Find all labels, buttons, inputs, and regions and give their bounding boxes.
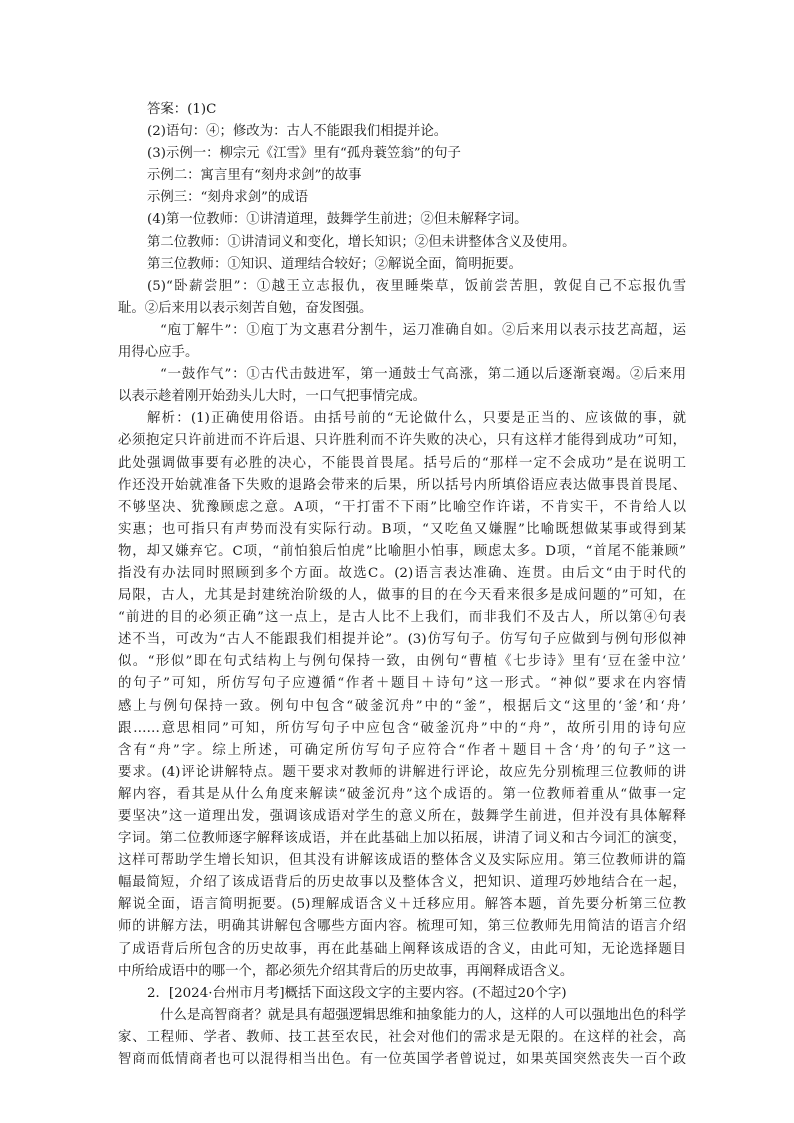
text-line: 示例二：寓言里有“刻舟求剑”的故事 [147, 168, 362, 184]
text-line: 跟……意思相同”可知，所仿写句子中应包含“破釜沉舟”中的“舟”，故所引用的诗句应 [118, 720, 686, 736]
text-line: 智商而低情商者也可以混得相当出色。有一位英国学者曾说过，如果英国突然丧失一百个政 [118, 1052, 686, 1068]
text-line: 解析：(1)正确使用俗语。由括号前的“无论做什么，只要是正当的、应该做的事，就 [147, 411, 686, 427]
text-line: (3)示例一：柳宗元《江雪》里有“孤舟蓑笠翁”的句子 [147, 146, 461, 162]
answer-text-body [118, 99, 686, 1071]
text-line: 了成语背后所包含的历史故事，再在此基础上阐释该成语的含义，由此可知，无论选择题目 [118, 941, 686, 957]
text-line: 此处强调做事要有必胜的决心，不能畏首畏尾。括号后的“那样一定不会成功”是在说明工 [118, 455, 686, 471]
text-line: 字词。第二位教师逐字解释该成语，并在此基础上加以拓展，讲清了词义和古今词汇的演变， [118, 831, 686, 847]
text-line: (5)“卧薪尝胆”：①越王立志报仇，夜里睡柴草，饭前尝苦胆，敦促自己不忘报仇雪 [147, 278, 686, 294]
text-line: 家、工程师、学者、教师、技工甚至农民，社会对他们的需求是无限的。在这样的社会，高 [118, 1029, 686, 1045]
text-line: 要坚决”这一道理出发，强调该成语对学生的意义所在，鼓舞学生前进，但并没有具体解释 [118, 809, 686, 824]
text-line: 不够坚决、犹豫顾虑之意。A项，“干打雷不下雨”比喻空作许诺，不肯实干，不肯给人以 [118, 499, 686, 515]
text-line: 作还没开始就准备下失败的退路会带来的后果，所以括号内所填俗语应表达做事畏首畏尾、 [118, 477, 686, 493]
text-line: 示例三：“刻舟求剑”的成语 [147, 190, 308, 206]
text-line: 以表示趁着刚开始劲头儿大时，一口气把事情完成。 [118, 389, 426, 405]
text-line: 师的讲解方法，明确其讲解包含哪些方面内容。梳理可知，第三位教师先用简洁的语言介绍 [118, 919, 686, 935]
text-line: 幅最简短，介绍了该成语背后的历史故事以及整体含义，把知识、道理巧妙地结合在一起， [118, 875, 686, 891]
text-line: 2．[2024·台州市月考]概括下面这段文字的主要内容。(不超过20个字) [147, 985, 567, 1001]
text-line: 局限，古人，尤其是封建统治阶级的人，做事的目的在今天看来很多是成问题的”可知，在 [118, 588, 686, 604]
text-line: 的句子”可知，所仿写句子应遵循“作者＋题目＋诗句”这一形式。“神似”要求在内容情 [118, 676, 686, 692]
text-line: 指没有办法同时照顾到多个方面。故选C。(2)语言表达准确、连贯。由后文“由于时代的 [118, 565, 686, 581]
text-line: (4)第一位教师：①讲清道理，鼓舞学生前进；②但未解释字词。 [147, 212, 528, 228]
text-line: “庖丁解牛”：①庖丁为文惠君分割牛，运刀准确自如。②后来用以表示技艺高超，运 [160, 322, 686, 338]
text-line: 什么是高智商者？就是具有超强逻辑思维和抽象能力的人，这样的人可以强地出色的科学 [160, 1007, 686, 1023]
text-line: 似。“形似”即在句式结构上与例句保持一致，由例句“曹植《七步诗》里有‘豆在釜中泣’ [118, 654, 686, 670]
text-line: 这样可帮助学生增长知识，但其没有讲解该成语的整体含义及实际应用。第三位教师讲的篇 [118, 853, 686, 869]
text-line: 实惠；也可指只有声势而没有实际行动。B项，“又吃鱼又嫌腥”比喻既想做某事或得到某 [118, 521, 686, 537]
text-line: “一鼓作气”：①古代击鼓进军，第一通鼓士气高涨，第二通以后逐渐衰竭。②后来用 [160, 367, 686, 383]
text-line: 第三位教师：①知识、道理结合较好；②解说全面，简明扼要。 [147, 256, 522, 272]
text-line: 解内容，看其是从什么角度来解读“破釜沉舟”这个成语的。第一位教师着重从“做事一定 [118, 786, 686, 802]
text-line: 解说全面，语言简明扼要。(5)理解成语含义＋迁移应用。解答本题，首先要分析第三位教 [118, 897, 686, 913]
text-line: 物，却又嫌弃它。C项，“前怕狼后怕虎”比喻胆小怕事，顾虑太多。D项，“首尾不能兼顾” [118, 543, 686, 559]
text-line: 述不当，可改为“古人不能跟我们相提并论”。(3)仿写句子。仿写句子应做到与例句形似神 [118, 632, 686, 648]
text-line: 用得心应手。 [118, 345, 199, 361]
text-line: 耻。②后来用以表示刻苦自勉，奋发图强。 [118, 300, 373, 316]
text-line: “前进的目的必须正确”这一点上，是古人比不上我们，而非我们不及古人，所以第④句表 [118, 610, 686, 626]
text-line: 感上与例句保持一致。例句中包含“破釜沉舟”中的“釜”，根据后文“这里的‘釜’和‘舟’ [118, 698, 686, 714]
text-line: 答案：(1)C [147, 102, 217, 117]
text-line: 要求。(4)评论讲解特点。题干要求对教师的讲解进行评论，故应先分别梳理三位教师的讲 [118, 764, 686, 780]
text-line: (2)语句：④；修改为：古人不能跟我们相提并论。 [147, 124, 448, 140]
text-line: 含有“舟”字。综上所述，可确定所仿写句子应符合“作者＋题目＋含‘舟’的句子”这一 [118, 742, 686, 758]
text-line: 第二位教师：①讲清词义和变化，增长知识；②但未讲整体含义及使用。 [147, 234, 576, 250]
text-line: 必须抱定只许前进而不许后退、只许胜利而不许失败的决心，只有这样才能得到成功”可知， [118, 433, 686, 449]
text-line: 中所给成语中的哪一个，都必须先介绍其背后的历史故事，再阐释成语含义。 [118, 963, 574, 979]
